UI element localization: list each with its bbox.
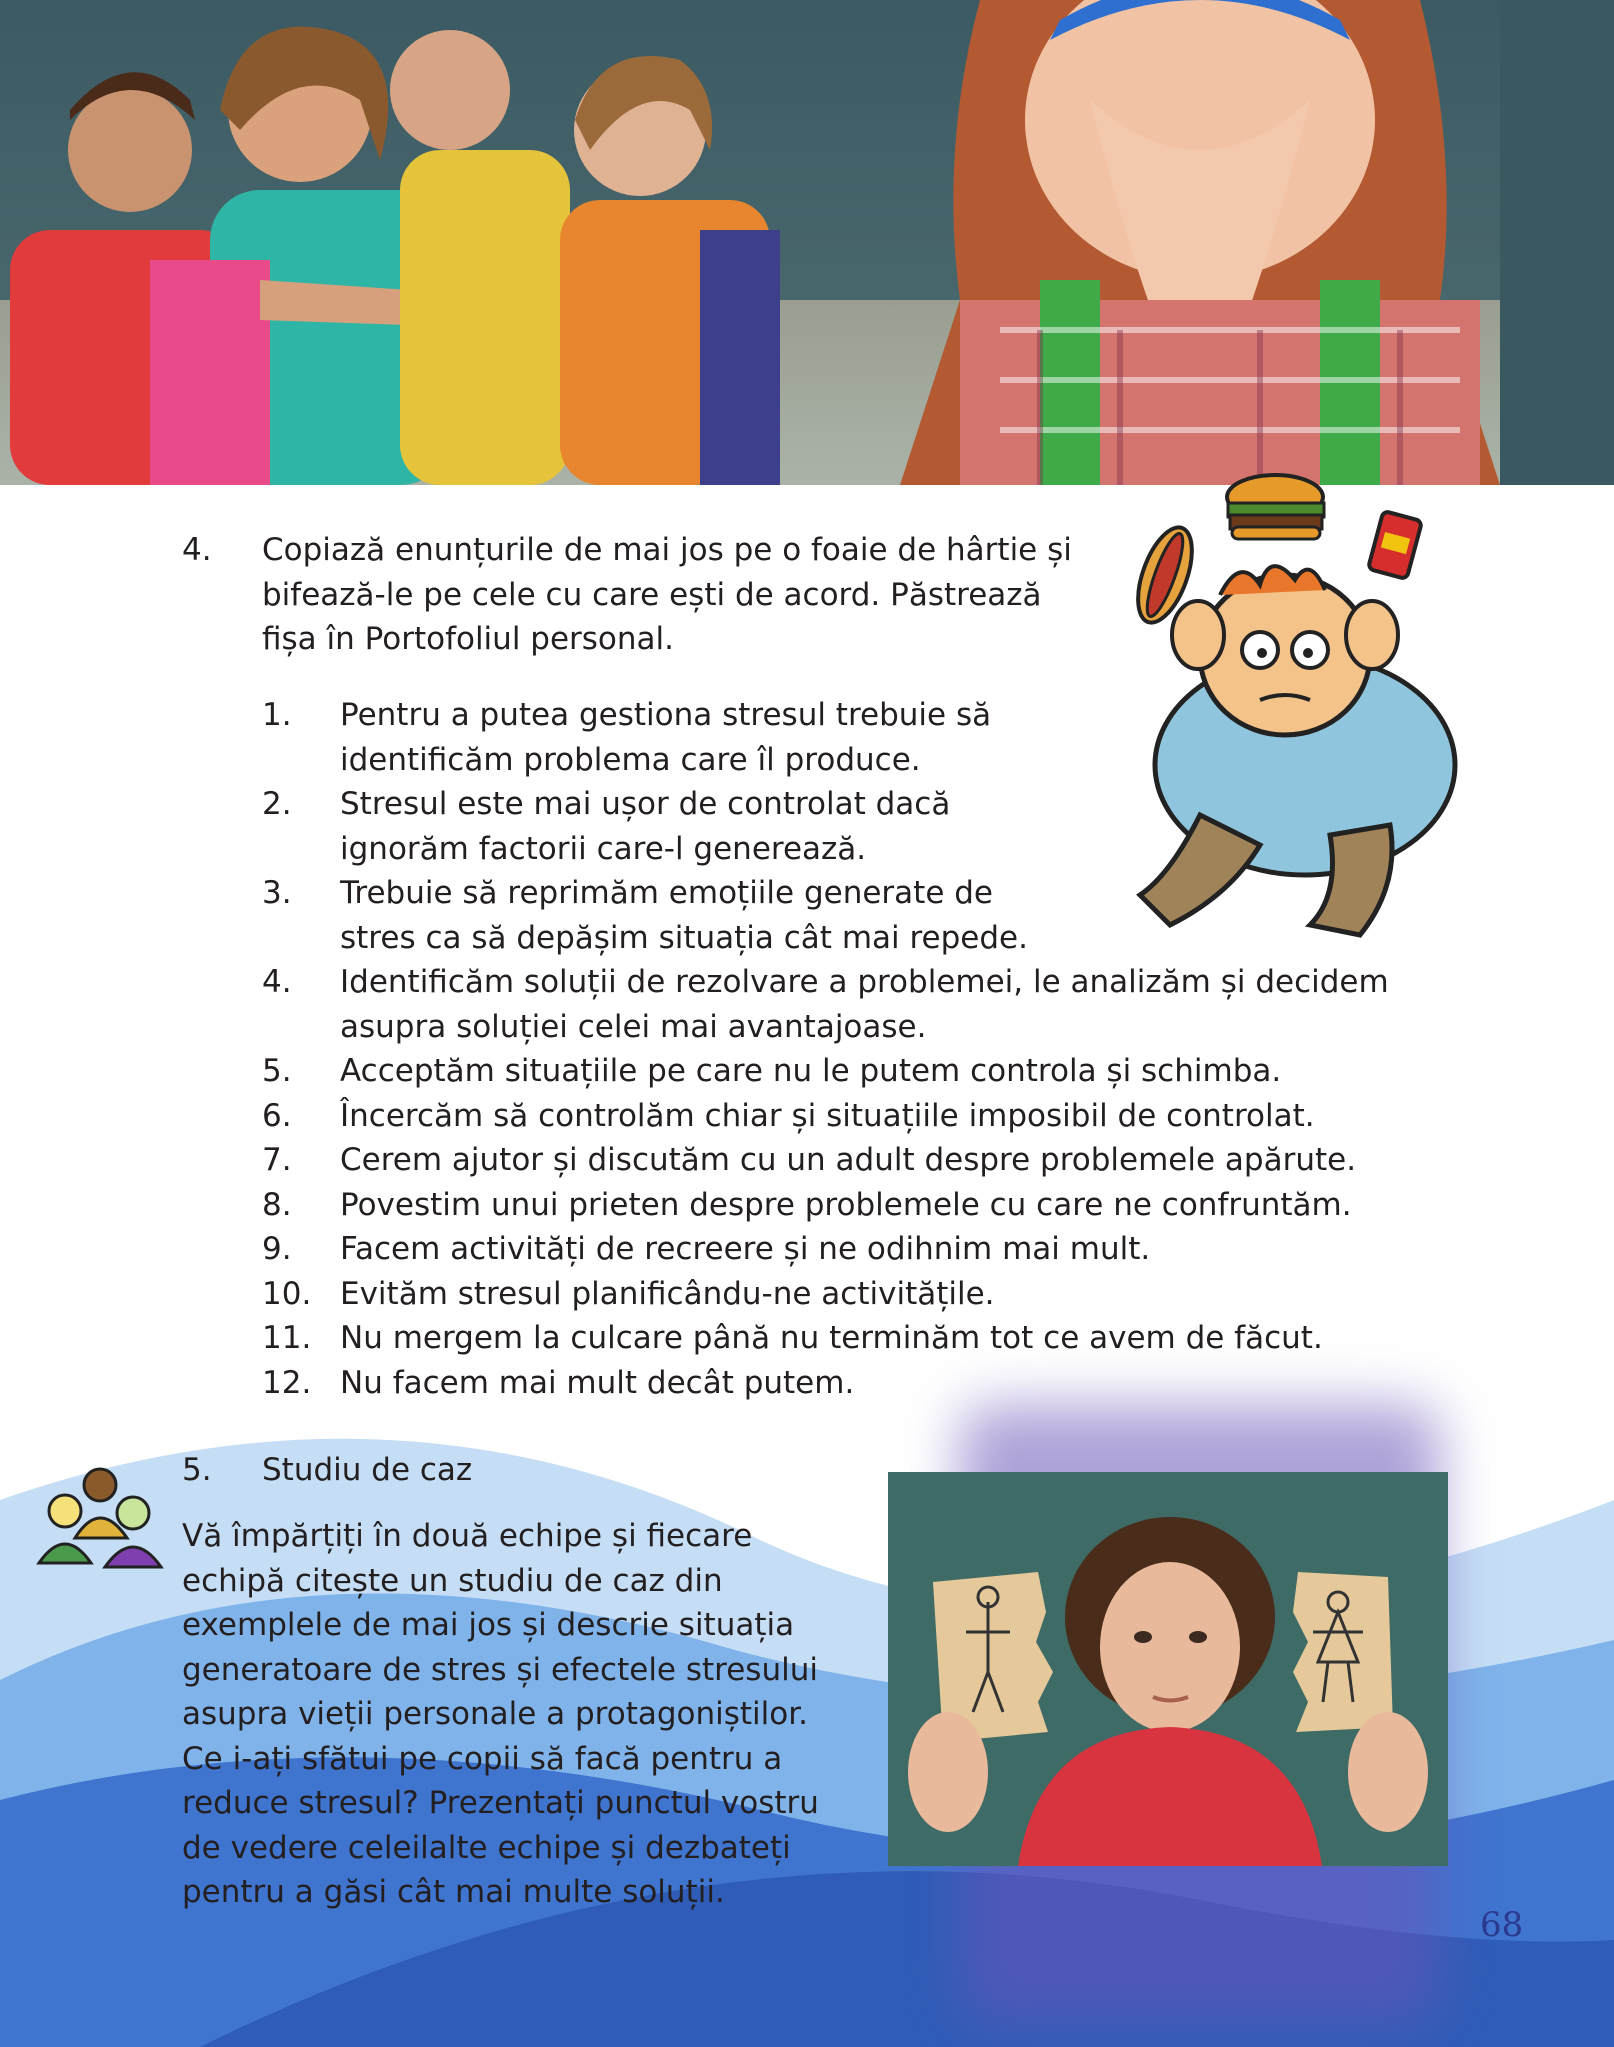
item-text: Stresul este mai ușor de controlat dacă ignorăm factorii care-l generează. bbox=[340, 786, 951, 867]
list-item bbox=[262, 960, 1390, 1049]
item-text: Evităm stresul planificându-ne activitățile. bbox=[340, 1275, 995, 1312]
item-text: Acceptăm situațiile pe care nu le putem controla și schimba. bbox=[340, 1053, 1282, 1089]
item-number: 12. bbox=[262, 1364, 312, 1401]
item-text: Nu facem mai mult decât putem. bbox=[340, 1364, 855, 1401]
item-text: Nu mergem la culcare până nu terminăm tot ce avem de făcut. bbox=[340, 1320, 1323, 1356]
item-number: 1. bbox=[262, 697, 292, 733]
item-number: 3. bbox=[262, 875, 292, 911]
item-text: Încercăm să controlăm chiar și situațiile imposibil de controlat. bbox=[340, 1097, 1315, 1134]
list-item bbox=[262, 1183, 1462, 1228]
item-number: 9. bbox=[262, 1231, 292, 1267]
list-item bbox=[262, 1227, 1462, 1272]
item-number: 2. bbox=[262, 786, 292, 822]
item-text: Povestim unui prieten despre problemele cu care ne confruntăm. bbox=[340, 1186, 1352, 1223]
item-text: Identificăm soluții de rezolvare a problemei, le analizăm și decidem asupra soluției celei mai avantajoase. bbox=[340, 964, 1389, 1045]
item-number: 7. bbox=[262, 1142, 292, 1178]
list-item bbox=[262, 693, 1060, 782]
item-text: Cerem ajutor și discutăm cu un adult despre problemele apărute. bbox=[340, 1142, 1357, 1178]
statements-list bbox=[262, 693, 1462, 1405]
item-number: 11. bbox=[262, 1320, 312, 1356]
item-number: 10. bbox=[262, 1275, 312, 1312]
header-photo bbox=[0, 0, 1614, 485]
item-number: 6. bbox=[262, 1097, 292, 1134]
list-item bbox=[262, 1138, 1462, 1183]
item-text: Facem activități de recreere și ne odihnim mai mult. bbox=[340, 1231, 1151, 1267]
list-item bbox=[262, 871, 1060, 960]
exercise-5-body: Vă împărțiți în două echipe și fiecare echipă citește un studiu de caz din exemplele de mai jos și descrie situația generatoare de stres și efectele stresului asupra vieții personale a protagoniștilor. Ce i-ați sfătui pe copii să facă pentru a reduce stresul? Prezentați punctul vostru de vedere celeilalte echipe și dezbateți pentru a găsi cât mai multe soluții. bbox=[182, 1518, 819, 1910]
list-item bbox=[262, 1272, 1462, 1317]
item-number: 4. bbox=[262, 964, 292, 1000]
list-item bbox=[262, 1094, 1462, 1139]
exercise-5-title: Studiu de caz bbox=[262, 1452, 473, 1488]
exercise-5-number: 5. bbox=[182, 1452, 212, 1488]
list-item bbox=[262, 1361, 1462, 1406]
item-number: 8. bbox=[262, 1186, 292, 1223]
list-item bbox=[262, 1049, 1462, 1094]
bullying-scene-image bbox=[0, 0, 1614, 485]
item-text: Pentru a putea gestiona stresul trebuie să identificăm problema care îl produce. bbox=[340, 697, 992, 778]
boy-with-torn-drawing-photo bbox=[888, 1472, 1448, 1866]
list-item bbox=[262, 1316, 1462, 1361]
group-work-icon bbox=[35, 1463, 175, 1573]
page-number: 68 bbox=[1480, 1905, 1524, 1945]
item-number: 5. bbox=[262, 1053, 292, 1089]
item-text: Trebuie să reprimăm emoțiile generate de stres ca să depășim situația cât mai repede. bbox=[340, 875, 1028, 956]
exercise-4-number: 4. bbox=[182, 532, 212, 568]
list-item bbox=[262, 782, 1060, 871]
exercise-4-instruction: Copiază enunțurile de mai jos pe o foaie de hârtie și bifează-le pe cele cu care ești de acord. Păstrează fișa în Portofoliul personal. bbox=[262, 532, 1072, 657]
